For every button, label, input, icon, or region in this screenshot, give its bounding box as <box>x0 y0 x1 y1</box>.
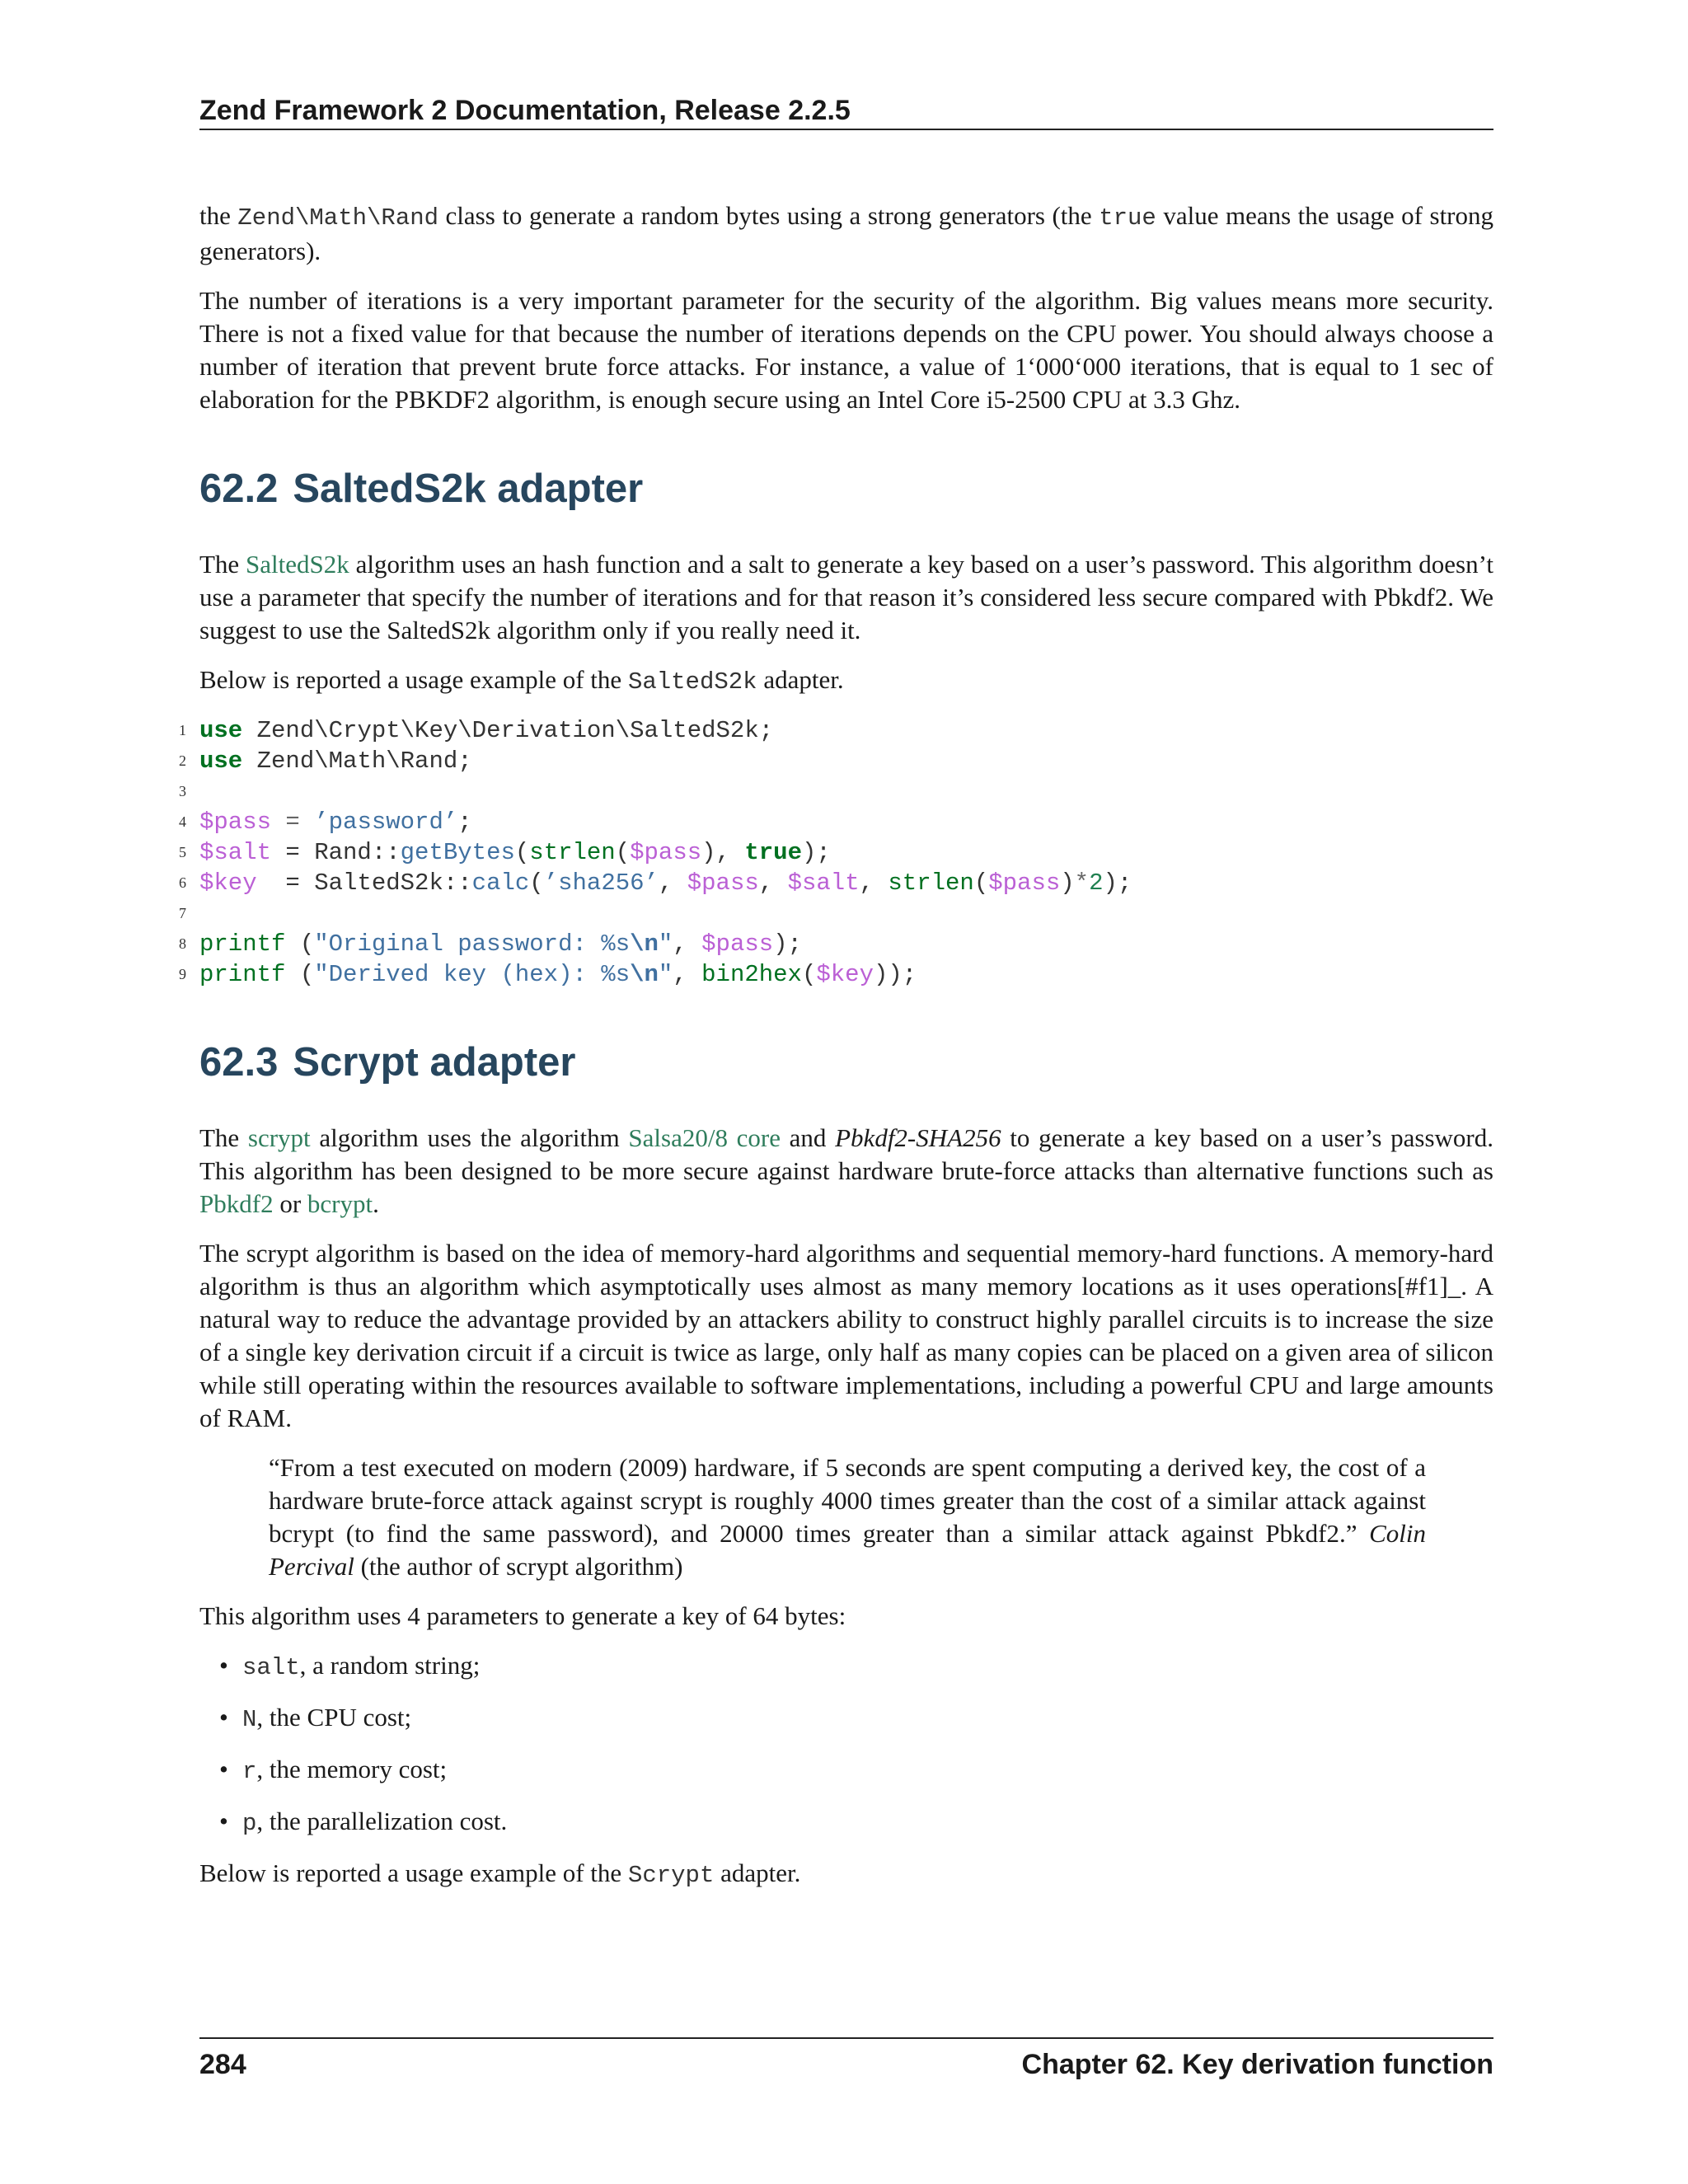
saltedS2k-paragraph-1: The SaltedS2k algorithm uses an hash function and a salt to generate a key based on a user’s password. This algorithm doesn’t use a parameter that specify the number of iterations and for that reason it’s considered less secure compared with Pbkdf2. We suggest to use the SaltedS2k algorithm only if you really need it. <box>199 550 1493 644</box>
code-line <box>179 776 1493 807</box>
percival-quote: “From a test executed on modern (2009) hardware, if 5 seconds are spent computing a derived key, the cost of a hardware brute-force attack against scrypt is roughly 4000 times greater than the cost of a similar attack against bcrypt (to find the same password), and 20000 times greater than a similar attack against Pbkdf2.” Colin Percival (the author of scrypt algorithm) <box>269 1453 1426 1581</box>
chapter-title: Chapter 62. Key derivation function <box>1021 2049 1493 2080</box>
code-block-saltedS2k <box>179 715 1493 990</box>
bullet-icon: • <box>219 1703 228 1732</box>
inline-code: true <box>1099 204 1156 232</box>
document-page <box>179 0 1494 2184</box>
page-number: 284 <box>199 2049 246 2080</box>
scrypt-parameter-list <box>199 1649 1493 1840</box>
inline-code: Zend\Math\Rand <box>237 204 439 232</box>
inline-code: SaltedS2k <box>627 668 757 696</box>
scrypt-paragraph-1: The scrypt algorithm uses the algorithm Salsa20/8 core and Pbkdf2-SHA256 to generate a key based on a user’s password. This algorithm has been designed to be more secure against hardware brute-force attacks than alternative functions such as Pbkdf2 or bcrypt. <box>199 1123 1494 1218</box>
running-header: Zend Framework 2 Documentation, Release 2.2.5 <box>199 92 1493 130</box>
code-line: 8 printf ("Original password: %s\n", $pass); <box>199 929 1493 959</box>
line-number: 3 <box>179 783 186 799</box>
line-number: 4 <box>179 813 186 830</box>
inline-code: Scrypt <box>627 1862 715 1889</box>
intro-paragraph-1: the Zend\Math\Rand class to generate a random bytes using a strong generators (the true value means the usage of strong generators). <box>199 201 1494 265</box>
saltedS2k-link[interactable]: SaltedS2k <box>246 550 349 579</box>
line-number: 7 <box>179 905 186 921</box>
code-line <box>179 898 1493 929</box>
section-heading-scrypt: 62.3 Scrypt adapter <box>199 1040 576 1085</box>
intro-paragraph-2: The number of iterations is a very important parameter for the security of the algorithm. Big values means more security. There is not a fixed value for that because the number of iterations depends on the CPU power. You should always choose a number of iteration that prevent brute force attacks. For instance, a value of 1‘000‘000 iterations, that is equal to 1 sec of elaboration for the PBKDF2 algorithm, is enough secure using an Intel Core i5-2500 CPU at 3.3 Ghz. <box>199 286 1493 414</box>
pbkdf2-link[interactable]: Pbkdf2 <box>199 1189 274 1218</box>
page-content <box>179 199 1494 1909</box>
line-number: 8 <box>179 935 186 952</box>
code-line: 9 printf ("Derived key (hex): %s\n", bin2hex($key)); <box>199 959 1493 990</box>
section-heading-saltedS2k: 62.2 SaltedS2k adapter <box>199 466 644 511</box>
scrypt-paragraph-2: The scrypt algorithm is based on the idea of memory-hard algorithms and sequential memory-hard functions. A memory-hard algorithm is thus an algorithm which asymptotically uses almost as many memory locations as it uses operations[#f1]_. A natural way to reduce the advantage provided by an attackers ability to construct highly parallel circuits is to increase the size of a single key derivation circuit if a circuit is twice as large, only half as many copies can be placed on a given area of silicon while still operating within the resources available to software implementations, including a powerful CPU and large amounts of RAM. <box>199 1239 1493 1432</box>
list-item: • salt, a random string; <box>219 1651 481 1681</box>
bullet-icon: • <box>219 1755 228 1783</box>
scrypt-paragraph-4: Below is reported a usage example of the Scrypt adapter. <box>199 1858 801 1889</box>
quote-author: Colin Percival <box>269 1519 1426 1581</box>
scrypt-link[interactable]: scrypt <box>247 1123 311 1152</box>
code-line: 1 use Zend\Crypt\Key\Derivation\SaltedS2k; <box>199 715 1493 746</box>
line-number: 6 <box>179 874 186 891</box>
bullet-icon: • <box>219 1651 228 1680</box>
line-number: 5 <box>179 844 186 860</box>
saltedS2k-paragraph-2: Below is reported a usage example of the SaltedS2k adapter. <box>199 665 844 696</box>
bullet-icon: • <box>219 1807 228 1835</box>
bcrypt-link[interactable]: bcrypt <box>307 1189 373 1218</box>
scrypt-paragraph-3: This algorithm uses 4 parameters to generate a key of 64 bytes: <box>199 1601 846 1630</box>
line-number: 2 <box>179 752 186 769</box>
running-footer <box>199 2037 1493 2081</box>
code-line: 5 $salt = Rand::getBytes(strlen($pass), true); <box>199 837 1493 868</box>
code-line: 6 $key = SaltedS2k::calc(’sha256’, $pass, $salt, strlen($pass)*2); <box>199 868 1493 898</box>
list-item: • r, the memory cost; <box>219 1755 448 1785</box>
list-item: • N, the CPU cost; <box>219 1703 412 1733</box>
code-line: 2 use Zend\Math\Rand; <box>199 746 1493 776</box>
line-number: 1 <box>179 722 186 738</box>
code-line: 4 $pass = ’password’; <box>199 807 1493 837</box>
salsa20-link[interactable]: Salsa20/8 core <box>628 1123 781 1152</box>
line-number: 9 <box>179 966 186 982</box>
list-item: • p, the parallelization cost. <box>219 1807 508 1837</box>
